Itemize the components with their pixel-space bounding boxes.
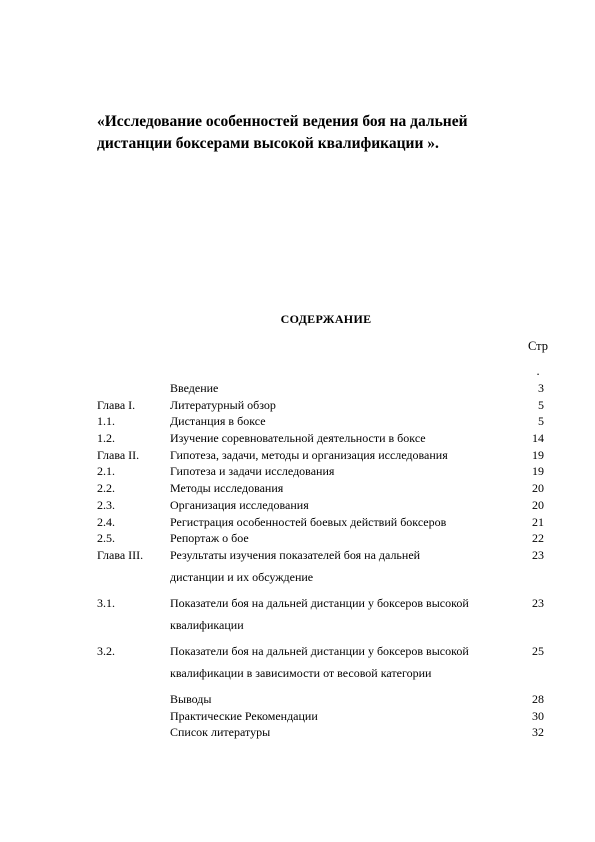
toc-entry-text-continued: квалификации	[170, 617, 244, 632]
toc-entry-text: Список литературы	[170, 725, 271, 740]
toc-entry-text-continued: дистанции и их обсуждение	[170, 569, 314, 584]
toc-entry-text: Показатели боя на дальней дистанции у боксеров высокой	[170, 643, 469, 658]
document-title	[97, 111, 517, 155]
toc-entry-text: Гипотеза и задачи исследования	[170, 464, 335, 479]
toc-entry	[0, 380, 595, 397]
toc-entry-page: 19	[532, 464, 544, 479]
toc-entry-label: Глава I.	[97, 397, 136, 412]
toc-entry-text: Литературный обзор	[170, 397, 276, 412]
toc-entry-page: 5	[538, 414, 544, 429]
toc-entry-label: 2.4.	[97, 514, 115, 529]
toc-entry-label: Глава II.	[97, 447, 140, 462]
toc-entry	[0, 497, 595, 514]
toc-entry	[0, 397, 595, 414]
toc-entry-text: Изучение соревновательной деятельности в боксе	[170, 431, 426, 446]
toc-entry	[0, 691, 595, 708]
toc-entry	[0, 430, 595, 447]
title-line: «Исследование особенностей ведения боя на дальней	[97, 113, 468, 130]
toc-entry-page: 21	[532, 514, 544, 529]
toc-entry-text-continued: квалификации в зависимости от весовой категории	[170, 665, 432, 680]
toc-entry-page: 30	[532, 708, 544, 723]
toc-entry-label: 3.2.	[97, 643, 115, 658]
toc-entry	[0, 547, 595, 595]
toc-entry-text: Показатели боя на дальней дистанции у боксеров высокой	[170, 595, 469, 610]
toc-entry-text: Дистанция в боксе	[170, 414, 266, 429]
toc-entry-page: 22	[532, 531, 544, 546]
toc-entry-label: 2.1.	[97, 464, 115, 479]
toc-entry-label: 2.2.	[97, 481, 115, 496]
page-header-dot: .	[536, 364, 540, 378]
toc-entry	[0, 724, 595, 741]
page-column-header	[528, 339, 548, 379]
toc-entry-text: Практические Рекомендации	[170, 708, 318, 723]
toc-entry-page: 20	[532, 497, 544, 512]
toc-entry	[0, 413, 595, 430]
toc-entry-text: Введение	[170, 381, 219, 395]
toc-entry-page: 3	[538, 381, 544, 395]
toc-entry-text: Регистрация особенностей боевых действий боксеров	[170, 514, 447, 529]
toc-entry	[0, 514, 595, 531]
toc-entry	[0, 480, 595, 497]
toc-entry-text: Репортаж о бое	[170, 531, 249, 546]
toc-entry-text: Гипотеза, задачи, методы и организация исследования	[170, 447, 448, 462]
contents-heading: СОДЕРЖАНИЕ	[280, 312, 372, 326]
toc-entry	[0, 530, 595, 547]
toc-entry-page: 5	[538, 397, 544, 412]
toc-entry	[0, 447, 595, 464]
title-line: дистанции боксерами высокой квалификации ».	[97, 135, 439, 152]
toc-entry-page: 20	[532, 481, 544, 496]
toc-entry-page: 25	[532, 643, 544, 658]
toc-entry-text: Организация исследования	[170, 497, 309, 512]
toc-entry-label: 2.5.	[97, 531, 115, 546]
toc-entry-text: Выводы	[170, 691, 212, 706]
toc-entry-page: 23	[532, 595, 544, 610]
toc-entry-page: 19	[532, 447, 544, 462]
toc-entry-label: Глава III.	[97, 547, 144, 562]
toc-entry	[0, 643, 595, 691]
toc-entry	[0, 463, 595, 480]
toc-entry-label: 1.1.	[97, 414, 115, 429]
toc-entry-page: 23	[532, 547, 544, 562]
toc-entry-text: Результаты изучения показателей боя на дальней	[170, 547, 421, 562]
toc-entry	[0, 708, 595, 725]
toc-entry-label: 1.2.	[97, 431, 115, 446]
toc-entry-text: Методы исследования	[170, 481, 284, 496]
toc-entry-page: 32	[532, 725, 544, 740]
toc-entry-page: 14	[532, 431, 544, 446]
toc-entry-page: 28	[532, 691, 544, 706]
toc-entry-label: 3.1.	[97, 595, 115, 610]
toc-entry	[0, 595, 595, 643]
table-of-contents	[0, 380, 595, 741]
page-header-label: Стр	[528, 339, 549, 353]
toc-entry-label: 2.3.	[97, 497, 115, 512]
